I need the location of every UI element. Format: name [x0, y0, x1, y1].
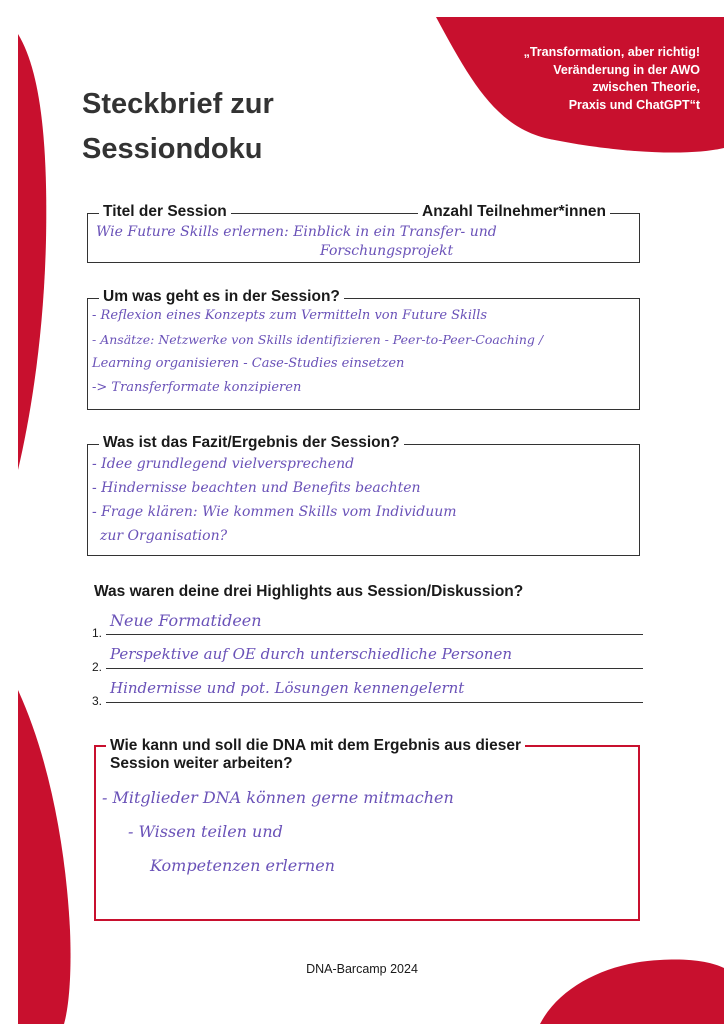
- session-topic-label: Um was geht es in der Session?: [99, 288, 344, 306]
- banner-line: Veränderung in der AWO: [553, 62, 700, 77]
- handwritten-answer: Perspektive auf OE durch unterschiedliche Personen: [110, 645, 513, 663]
- handwritten-answer: Forschungsprojekt: [320, 243, 454, 259]
- title-line: Steckbrief zur: [82, 88, 274, 120]
- handwritten-answer: - Reflexion eines Konzepts zum Vermitteln von Future Skills: [92, 308, 488, 323]
- handwritten-answer: Kompetenzen erlernen: [150, 856, 335, 875]
- highlight-line: [106, 668, 643, 669]
- handwritten-answer: - Frage klären: Wie kommen Skills vom Individuum: [92, 504, 457, 520]
- handwritten-answer: - Hindernisse beachten und Benefits beachten: [92, 480, 421, 496]
- banner-line: „Transformation, aber richtig!: [523, 45, 700, 59]
- session-title-label: Titel der Session: [99, 203, 231, 221]
- handwritten-answer: Neue Formatideen: [110, 611, 262, 630]
- handwritten-answer: Hindernisse und pot. Lösungen kennengelernt: [110, 679, 465, 697]
- page-title: [82, 82, 274, 172]
- handwritten-answer: - Mitglieder DNA können gerne mitmachen: [102, 788, 454, 807]
- session-result-label: Was ist das Fazit/Ergebnis der Session?: [99, 434, 404, 452]
- handwritten-answer: Wie Future Skills erlernen: Einblick in ein Transfer- und: [96, 224, 497, 240]
- highlight-number: 1.: [92, 626, 103, 640]
- label-line: Wie kann und soll die DNA mit dem Ergebnis aus dieser: [110, 737, 521, 754]
- handwritten-answer: - Ansätze: Netzwerke von Skills identifizieren - Peer-to-Peer-Coaching /: [92, 332, 544, 347]
- dna-next-steps-label: [106, 736, 525, 755]
- handwritten-answer: Learning organisieren - Case-Studies einsetzen: [92, 356, 405, 371]
- highlight-line: [106, 702, 643, 703]
- highlight-number: 3.: [92, 694, 103, 708]
- highlight-line: [106, 634, 643, 635]
- handwritten-answer: - Wissen teilen und: [128, 822, 283, 841]
- footer-text: DNA-Barcamp 2024: [306, 962, 418, 976]
- left-top-red-shape: [18, 34, 46, 470]
- handwritten-answer: zur Organisation?: [100, 528, 228, 544]
- dna-next-steps-label-line2: Session weiter arbeiten?: [106, 755, 297, 773]
- title-line: Sessiondoku: [82, 133, 263, 165]
- highlight-number: 2.: [92, 660, 103, 674]
- handwritten-answer: -> Transferformate konzipieren: [92, 380, 302, 395]
- participants-label: Anzahl Teilnehmer*innen: [418, 203, 610, 221]
- banner-line: Praxis und ChatGPT“t: [568, 97, 700, 112]
- event-banner: [450, 44, 700, 114]
- handwritten-answer: - Idee grundlegend vielversprechend: [92, 456, 355, 472]
- banner-line: zwischen Theorie,: [592, 80, 700, 94]
- highlights-label: Was waren deine drei Highlights aus Session/Diskussion?: [94, 583, 524, 600]
